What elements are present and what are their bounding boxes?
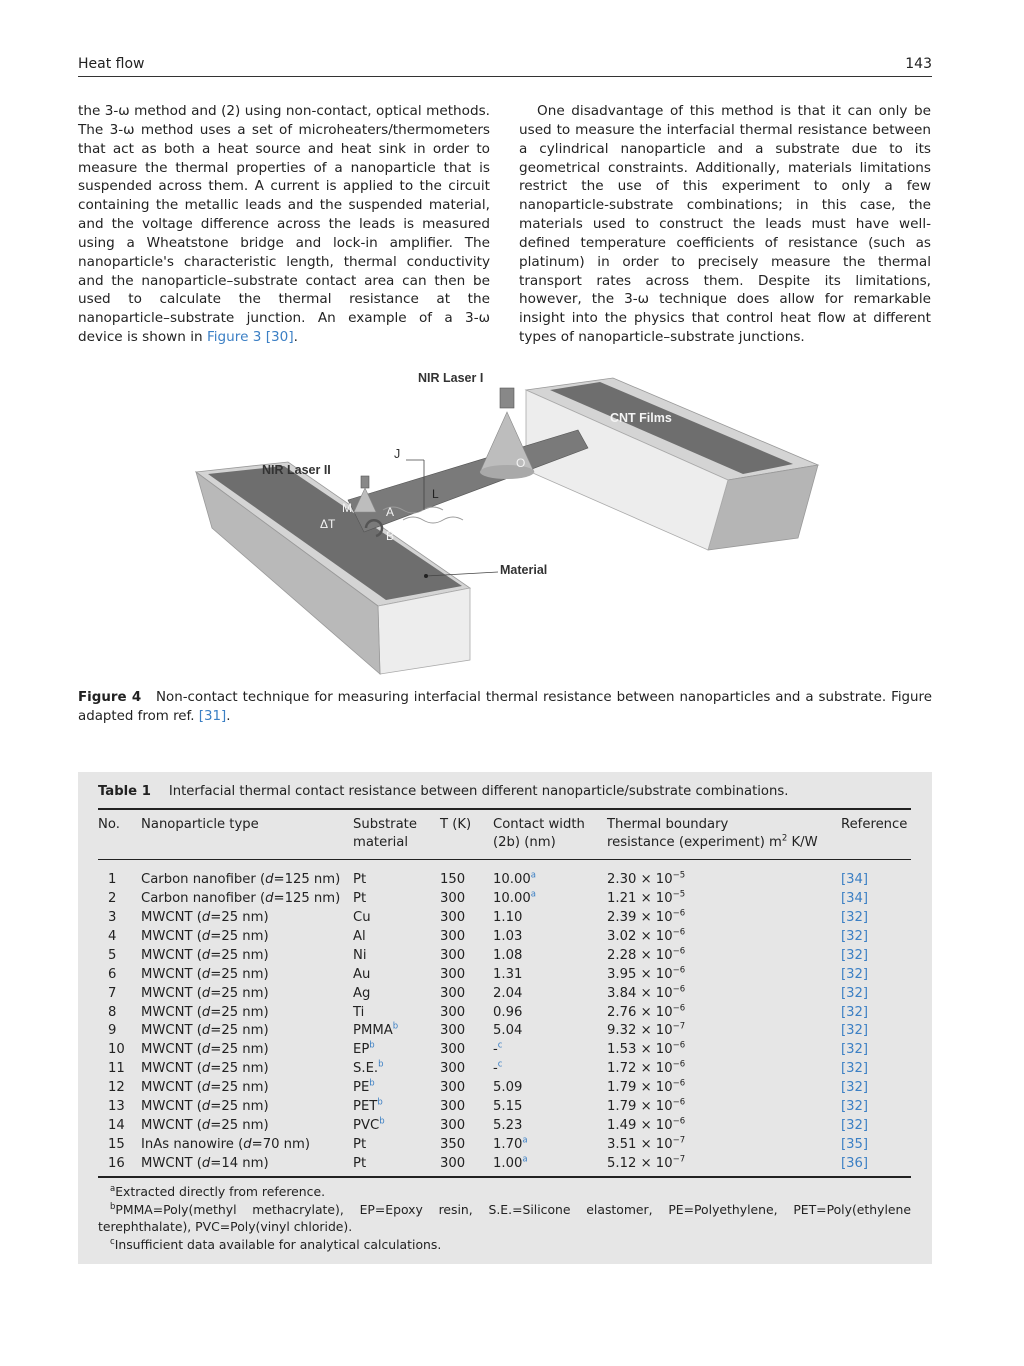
row-resistance: $1.79 \times 10^{-6}$ xyxy=(607,1097,686,1115)
data-table xyxy=(98,870,911,1173)
label-material: Material xyxy=(500,563,548,577)
row-type: MWCNT (d=25 nm) xyxy=(141,909,269,925)
row-resistance: $3.95 \times 10^{-6}$ xyxy=(607,965,686,982)
row-no: 1 xyxy=(108,871,117,887)
resistance-header-line2 xyxy=(607,834,818,852)
row-resistance: $9.32 \times 10^{-7}$ xyxy=(607,1022,686,1039)
width-header-line2: (2b) (nm) xyxy=(493,835,556,850)
row-width: -$^c$ xyxy=(493,1059,503,1077)
row-reference[interactable]: [34] xyxy=(841,890,869,906)
row-t: 150 xyxy=(440,871,466,887)
row-substrate: Ti xyxy=(353,1004,365,1020)
row-substrate: Ag xyxy=(353,985,371,1001)
label-l: L xyxy=(432,487,439,501)
row-resistance: $1.49 \times 10^{-6}$ xyxy=(607,1116,686,1134)
row-reference[interactable]: [32] xyxy=(841,947,869,963)
width-header-line1: Contact width xyxy=(493,817,585,832)
row-t: 300 xyxy=(440,1118,466,1134)
row-t: 300 xyxy=(440,890,466,906)
resistance-unit-end: K/W xyxy=(787,835,818,850)
row-substrate: Ni xyxy=(353,947,367,963)
row-reference[interactable]: [36] xyxy=(841,1156,869,1172)
substrate-header-line1: Substrate xyxy=(353,817,417,832)
row-no: 3 xyxy=(108,909,117,925)
label-delta-t: ΔT xyxy=(320,517,336,531)
footnote-c-mark: c xyxy=(110,1236,115,1247)
row-no: 13 xyxy=(108,1099,125,1115)
row-width: 1.70$^a$ xyxy=(493,1135,528,1153)
row-width: 1.08 xyxy=(493,947,523,963)
row-no: 6 xyxy=(108,966,117,982)
row-width: 5.09 xyxy=(493,1080,523,1096)
row-type: MWCNT (d=25 nm) xyxy=(141,1042,269,1058)
table-bottom-rule xyxy=(98,1176,911,1178)
table-row xyxy=(98,1078,911,1097)
row-t: 300 xyxy=(440,1061,466,1077)
label-a: A xyxy=(386,505,395,519)
row-width: 10.00$^a$ xyxy=(493,870,536,887)
resistance-header-line1: Thermal boundary xyxy=(607,817,729,832)
row-reference[interactable]: [32] xyxy=(841,1118,869,1134)
label-j: J xyxy=(394,447,401,461)
table-1-box xyxy=(78,772,932,1264)
row-type: MWCNT (d=25 nm) xyxy=(141,947,269,963)
row-type: InAs nanowire (d=70 nm) xyxy=(141,1137,311,1153)
table-row xyxy=(98,965,911,984)
row-resistance: $1.79 \times 10^{-6}$ xyxy=(607,1078,686,1096)
row-reference[interactable]: [32] xyxy=(841,1099,869,1115)
row-substrate: $PE^b$ xyxy=(353,1078,375,1096)
row-type: Carbon nanofiber (d=125 nm) xyxy=(141,871,341,887)
laser-1-head xyxy=(500,388,514,408)
row-width: 1.10 xyxy=(493,909,523,925)
col-header-width xyxy=(493,816,585,852)
row-type: MWCNT (d=25 nm) xyxy=(141,1080,269,1096)
row-t: 300 xyxy=(440,966,466,982)
caption-text: Non-contact technique for measuring interfacial thermal resistance between nanoparticles and a substrate. Figure adapted from ref. xyxy=(78,690,932,724)
table-row xyxy=(98,946,911,965)
figure-3-link[interactable]: Figure 3 [30] xyxy=(206,329,294,346)
row-no: 4 xyxy=(108,928,117,944)
laser-1-spot xyxy=(480,465,534,479)
row-reference[interactable]: [32] xyxy=(841,1023,869,1039)
row-reference[interactable]: [32] xyxy=(841,1042,869,1058)
row-no: 16 xyxy=(108,1156,125,1172)
table-top-rule xyxy=(98,808,911,810)
table-label: Table 1 xyxy=(98,784,151,799)
row-type: Carbon nanofiber (d=125 nm) xyxy=(141,890,341,906)
row-resistance: $2.76 \times 10^{-6}$ xyxy=(607,1003,686,1020)
row-width: 1.03 xyxy=(493,928,523,944)
table-row xyxy=(98,1040,911,1059)
row-substrate: S.E.$^b$ xyxy=(353,1059,384,1077)
footnote-c-text: Insufficient data available for analytical calculations. xyxy=(114,1236,442,1252)
row-resistance: $3.02 \times 10^{-6}$ xyxy=(607,927,686,944)
footnote-c xyxy=(98,1236,911,1254)
table-row xyxy=(98,1097,911,1116)
row-t: 300 xyxy=(440,1004,466,1020)
row-t: 300 xyxy=(440,1156,466,1172)
running-header xyxy=(78,56,932,77)
row-t: 300 xyxy=(440,1023,466,1039)
row-width: 2.04 xyxy=(493,985,523,1001)
row-type: MWCNT (d=25 nm) xyxy=(141,1023,269,1039)
table-row xyxy=(98,1003,911,1022)
row-type: MWCNT (d=25 nm) xyxy=(141,928,269,944)
col-header-type: Nanoparticle type xyxy=(141,817,259,832)
row-resistance: $2.39 \times 10^{-6}$ xyxy=(607,908,686,925)
table-row xyxy=(98,927,911,946)
row-width: 0.96 xyxy=(493,1004,523,1020)
material-dot xyxy=(424,574,428,578)
caption-ref-link[interactable]: [31] xyxy=(198,709,227,724)
row-t: 300 xyxy=(440,909,466,925)
row-type: MWCNT (d=25 nm) xyxy=(141,985,269,1001)
left-paragraph: the 3-ω method and (2) using non-contact, optical methods. The 3-ω method uses a set of microheaters/thermometers that act as both a heat source and heat sink in order to measure the thermal properties of a nanoparticle that is suspended across them. A current is applied to the circuit containing the metallic leads and the suspended material, and the voltage difference across the leads is measured using a Wheatstone bridge and lock-in amplifier. The nanoparticle's characteristic length, thermal conductivity and the nanoparticle–substrate contact area can then be used to calculate the thermal resistance at the nanoparticle–substrate junction. An example of a 3-ω device is shown in xyxy=(78,103,490,346)
row-resistance: $5.12 \times 10^{-7}$ xyxy=(607,1154,686,1172)
label-nir-laser-1: NIR Laser I xyxy=(418,371,484,385)
row-resistance: $1.72 \times 10^{-6}$ xyxy=(607,1059,686,1077)
row-no: 8 xyxy=(108,1004,117,1020)
row-resistance: $3.51 \times 10^{-7}$ xyxy=(607,1135,686,1153)
footnote-a-text: Extracted directly from reference. xyxy=(115,1184,326,1199)
running-title: Heat flow xyxy=(78,56,145,72)
label-b: B xyxy=(386,529,395,543)
row-substrate: Pt xyxy=(353,1156,367,1172)
row-substrate: PET$^b$ xyxy=(353,1097,383,1115)
row-no: 10 xyxy=(108,1042,125,1058)
row-substrate: Au xyxy=(353,966,371,982)
row-reference[interactable]: [32] xyxy=(841,909,869,925)
row-reference[interactable]: [32] xyxy=(841,1061,869,1077)
page-number: 143 xyxy=(905,56,932,72)
table-body xyxy=(98,870,911,1173)
row-width: 5.23 xyxy=(493,1118,523,1134)
table-row xyxy=(98,1116,911,1135)
table-row xyxy=(98,908,911,927)
row-width: -$^c$ xyxy=(493,1041,503,1058)
row-type: MWCNT (d=25 nm) xyxy=(141,1118,269,1134)
row-t: 300 xyxy=(440,928,466,944)
row-type: MWCNT (d=25 nm) xyxy=(141,966,269,982)
table-row xyxy=(98,1135,911,1154)
label-m: M xyxy=(342,501,352,515)
row-resistance: $1.21 \times 10^{-5}$ xyxy=(607,889,686,906)
row-no: 9 xyxy=(108,1023,117,1039)
row-resistance: $2.30 \times 10^{-5}$ xyxy=(607,870,686,887)
row-reference[interactable]: [32] xyxy=(841,966,869,982)
row-width: 5.15 xyxy=(493,1099,523,1115)
row-no: 15 xyxy=(108,1137,125,1153)
table-caption: Interfacial thermal contact resistance between different nanoparticle/substrate combinations. xyxy=(168,784,789,799)
table-title xyxy=(98,784,788,799)
left-column xyxy=(78,102,490,347)
footnote-b-mark: b xyxy=(110,1201,116,1212)
row-type: MWCNT (d=25 nm) xyxy=(141,1004,269,1020)
row-type: MWCNT (d=25 nm) xyxy=(141,1061,269,1077)
col-header-t: T (K) xyxy=(440,817,472,832)
resistance-unit: resistance (experiment) m xyxy=(607,835,782,850)
footnote-a xyxy=(98,1183,911,1201)
table-row xyxy=(98,984,911,1003)
substrate-header-line2: material xyxy=(353,835,409,850)
label-cnt-films: CNT Films xyxy=(610,411,672,425)
col-header-resistance xyxy=(607,816,818,852)
row-reference[interactable]: [35] xyxy=(841,1137,869,1153)
row-t: 300 xyxy=(440,947,466,963)
row-substrate: PMMA$^b$ xyxy=(353,1022,399,1039)
col-header-substrate xyxy=(353,816,417,852)
row-type: MWCNT (d=25 nm) xyxy=(141,1099,269,1115)
footnote-b xyxy=(98,1201,911,1236)
figure-caption xyxy=(78,688,932,726)
row-reference[interactable]: [32] xyxy=(841,1080,869,1096)
table-row xyxy=(98,1059,911,1078)
table-row xyxy=(98,889,911,908)
row-no: 7 xyxy=(108,985,117,1001)
figure-4-diagram xyxy=(188,360,840,680)
row-substrate: Cu xyxy=(353,909,371,925)
row-t: 300 xyxy=(440,1080,466,1096)
caption-end: . xyxy=(226,709,231,724)
row-substrate: Al xyxy=(353,928,366,944)
label-nir-laser-2: NIR Laser II xyxy=(262,463,331,477)
footnote-b-text: PMMA=Poly(methyl methacrylate), EP=Epoxy resin, S.E.=Silicone elastomer, PE=Polyethylene, PET=Poly(ethylene terephthalate), PVC=Poly(vinyl chloride). xyxy=(98,1201,911,1234)
row-reference[interactable]: [32] xyxy=(841,928,869,944)
row-substrate: PVC$^b$ xyxy=(353,1116,385,1134)
label-o: O xyxy=(516,456,526,470)
row-no: 14 xyxy=(108,1118,125,1134)
row-resistance: $1.53 \times 10^{-6}$ xyxy=(607,1041,686,1058)
row-reference[interactable]: [34] xyxy=(841,871,869,887)
row-width: 5.04 xyxy=(493,1023,523,1039)
row-reference[interactable]: [32] xyxy=(841,985,869,1001)
row-no: 2 xyxy=(108,890,117,906)
table-footnotes xyxy=(98,1183,911,1253)
right-paragraph: One disadvantage of this method is that it can only be used to measure the interfacial thermal resistance between a cylindrical nanoparticle and a substrate due to its geometrical constraints. Additionally, materials limitations restrict the use of this experiment to only a few nanoparticle-substrate combinations; in this case, the materials used to construct the leads must have well-defined temperature coefficients of resistance (such as platinum) in order to precisely measure the thermal transport rates across them. Despite its limitations, however, the 3-ω technique does allow for remarkable insight into the physics that control heat flow at different types of nanoparticle–substrate junctions. xyxy=(519,103,931,346)
row-width: 10.00$^a$ xyxy=(493,889,536,906)
row-t: 350 xyxy=(440,1137,466,1153)
row-resistance: $3.84 \times 10^{-6}$ xyxy=(607,984,686,1001)
right-column xyxy=(519,102,931,347)
row-no: 5 xyxy=(108,947,117,963)
figure-label: Figure 4 xyxy=(78,690,142,705)
row-substrate: Pt xyxy=(353,1137,367,1153)
col-header-no: No. xyxy=(98,817,120,832)
row-width: 1.00$^a$ xyxy=(493,1154,528,1172)
table-row xyxy=(98,1154,911,1173)
table-row xyxy=(98,1022,911,1041)
row-no: 11 xyxy=(108,1061,125,1077)
row-reference[interactable]: [32] xyxy=(841,1004,869,1020)
footnote-a-mark: a xyxy=(110,1183,116,1194)
row-no: 12 xyxy=(108,1080,125,1096)
row-substrate: Pt xyxy=(353,890,367,906)
row-resistance: $2.28 \times 10^{-6}$ xyxy=(607,946,686,963)
left-paragraph-end: . xyxy=(293,329,298,346)
table-header-rule xyxy=(98,859,911,860)
row-width: 1.31 xyxy=(493,966,523,982)
row-t: 300 xyxy=(440,1042,466,1058)
row-substrate: $EP^b$ xyxy=(353,1041,375,1058)
laser-2-head xyxy=(361,476,369,488)
row-substrate: Pt xyxy=(353,871,367,887)
col-header-reference: Reference xyxy=(841,817,908,832)
resistance-unit-exp: 2 xyxy=(781,833,788,844)
row-t: 300 xyxy=(440,1099,466,1115)
table-row xyxy=(98,870,911,889)
row-type: MWCNT (d=14 nm) xyxy=(141,1156,269,1172)
row-t: 300 xyxy=(440,985,466,1001)
